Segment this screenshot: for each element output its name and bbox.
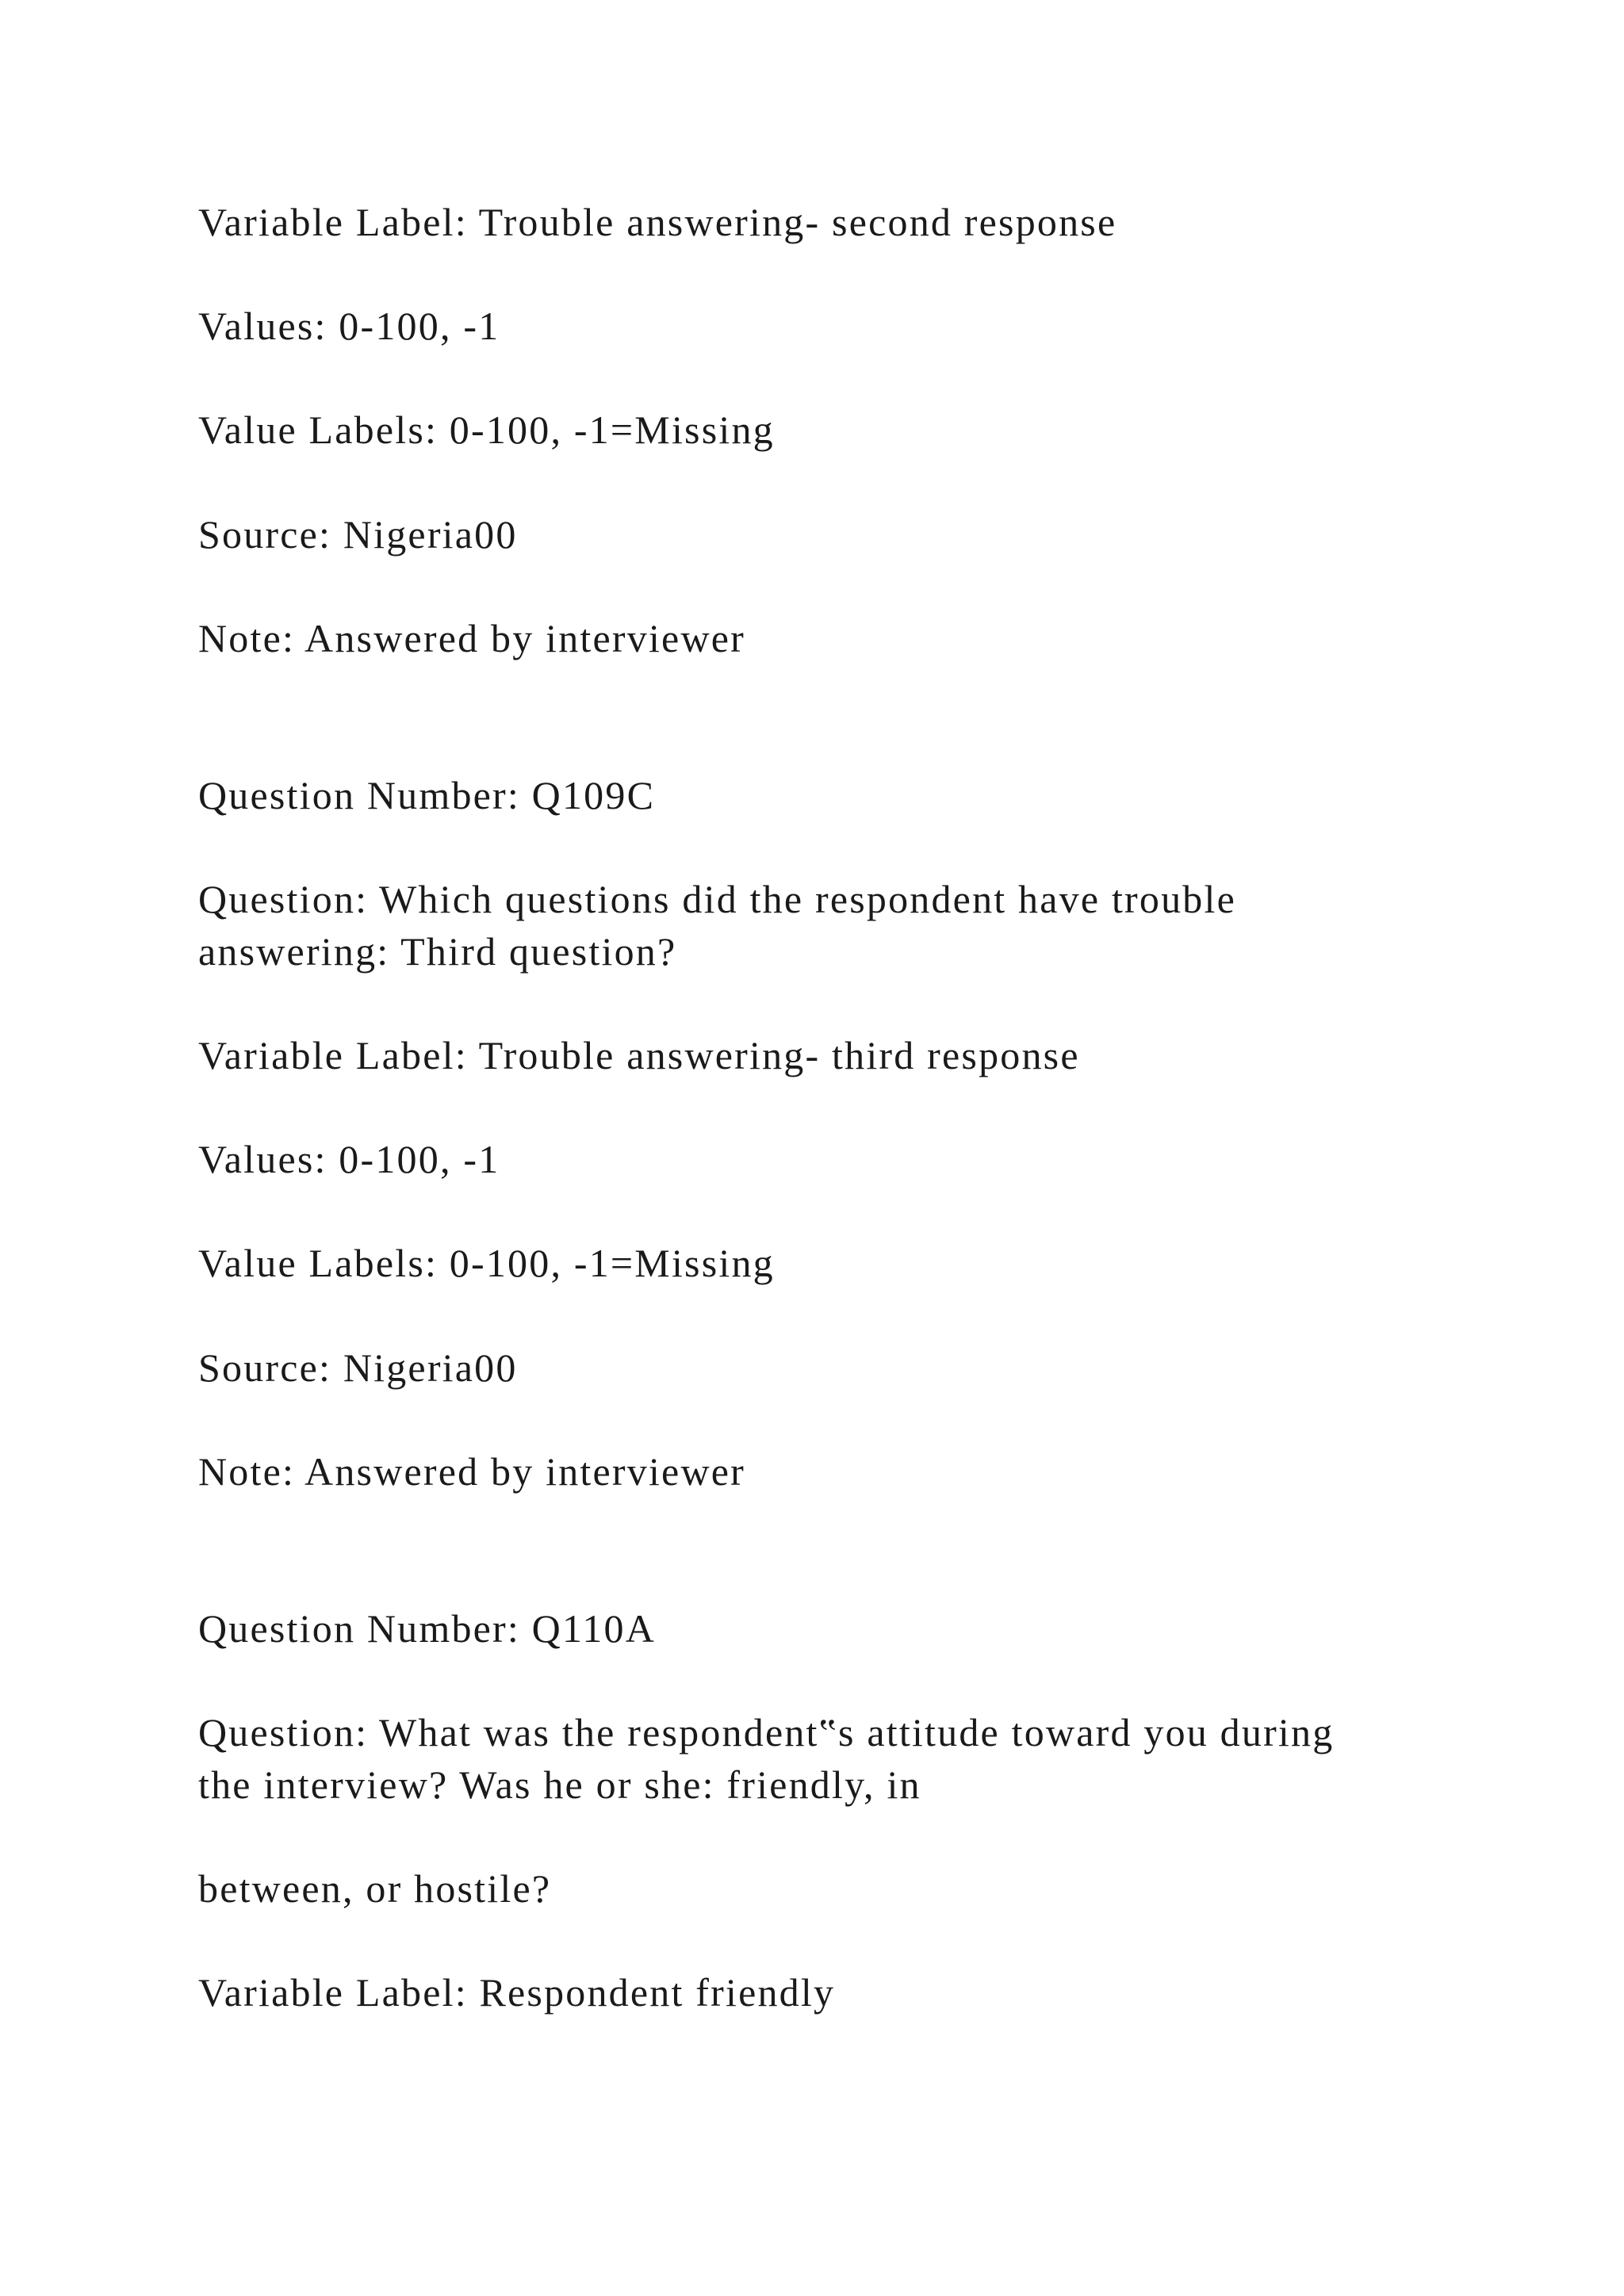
variable-label-text: Variable Label: Trouble answering- second response: [198, 200, 1117, 244]
source-text: Source: Nigeria00: [198, 1345, 518, 1390]
question-text-line-2: answering: Third question?: [198, 929, 677, 974]
question-number-text: Question Number: Q110A: [198, 1606, 657, 1651]
question-number-text: Question Number: Q109C: [198, 773, 656, 817]
variable-label-text: Variable Label: Trouble answering- third response: [198, 1033, 1080, 1077]
variable-label-text: Variable Label: Respondent friendly: [198, 1970, 836, 2015]
value-labels-text: Value Labels: 0-100, -1=Missing: [198, 408, 775, 452]
question-text-line-1: Question: Which questions did the respondent have trouble: [198, 877, 1236, 921]
question-text-line-1: Question: What was the respondent‟s attitude toward you during: [198, 1710, 1335, 1755]
question-text-line-2: the interview? Was he or she: friendly, in: [198, 1762, 921, 1807]
question-text-line-3: between, or hostile?: [198, 1866, 552, 1911]
value-labels-text: Value Labels: 0-100, -1=Missing: [198, 1241, 775, 1285]
values-text: Values: 0-100, -1: [198, 304, 500, 348]
note-text: Note: Answered by interviewer: [198, 1449, 745, 1494]
source-text: Source: Nigeria00: [198, 512, 518, 557]
note-text: Note: Answered by interviewer: [198, 616, 745, 660]
values-text: Values: 0-100, -1: [198, 1137, 500, 1181]
